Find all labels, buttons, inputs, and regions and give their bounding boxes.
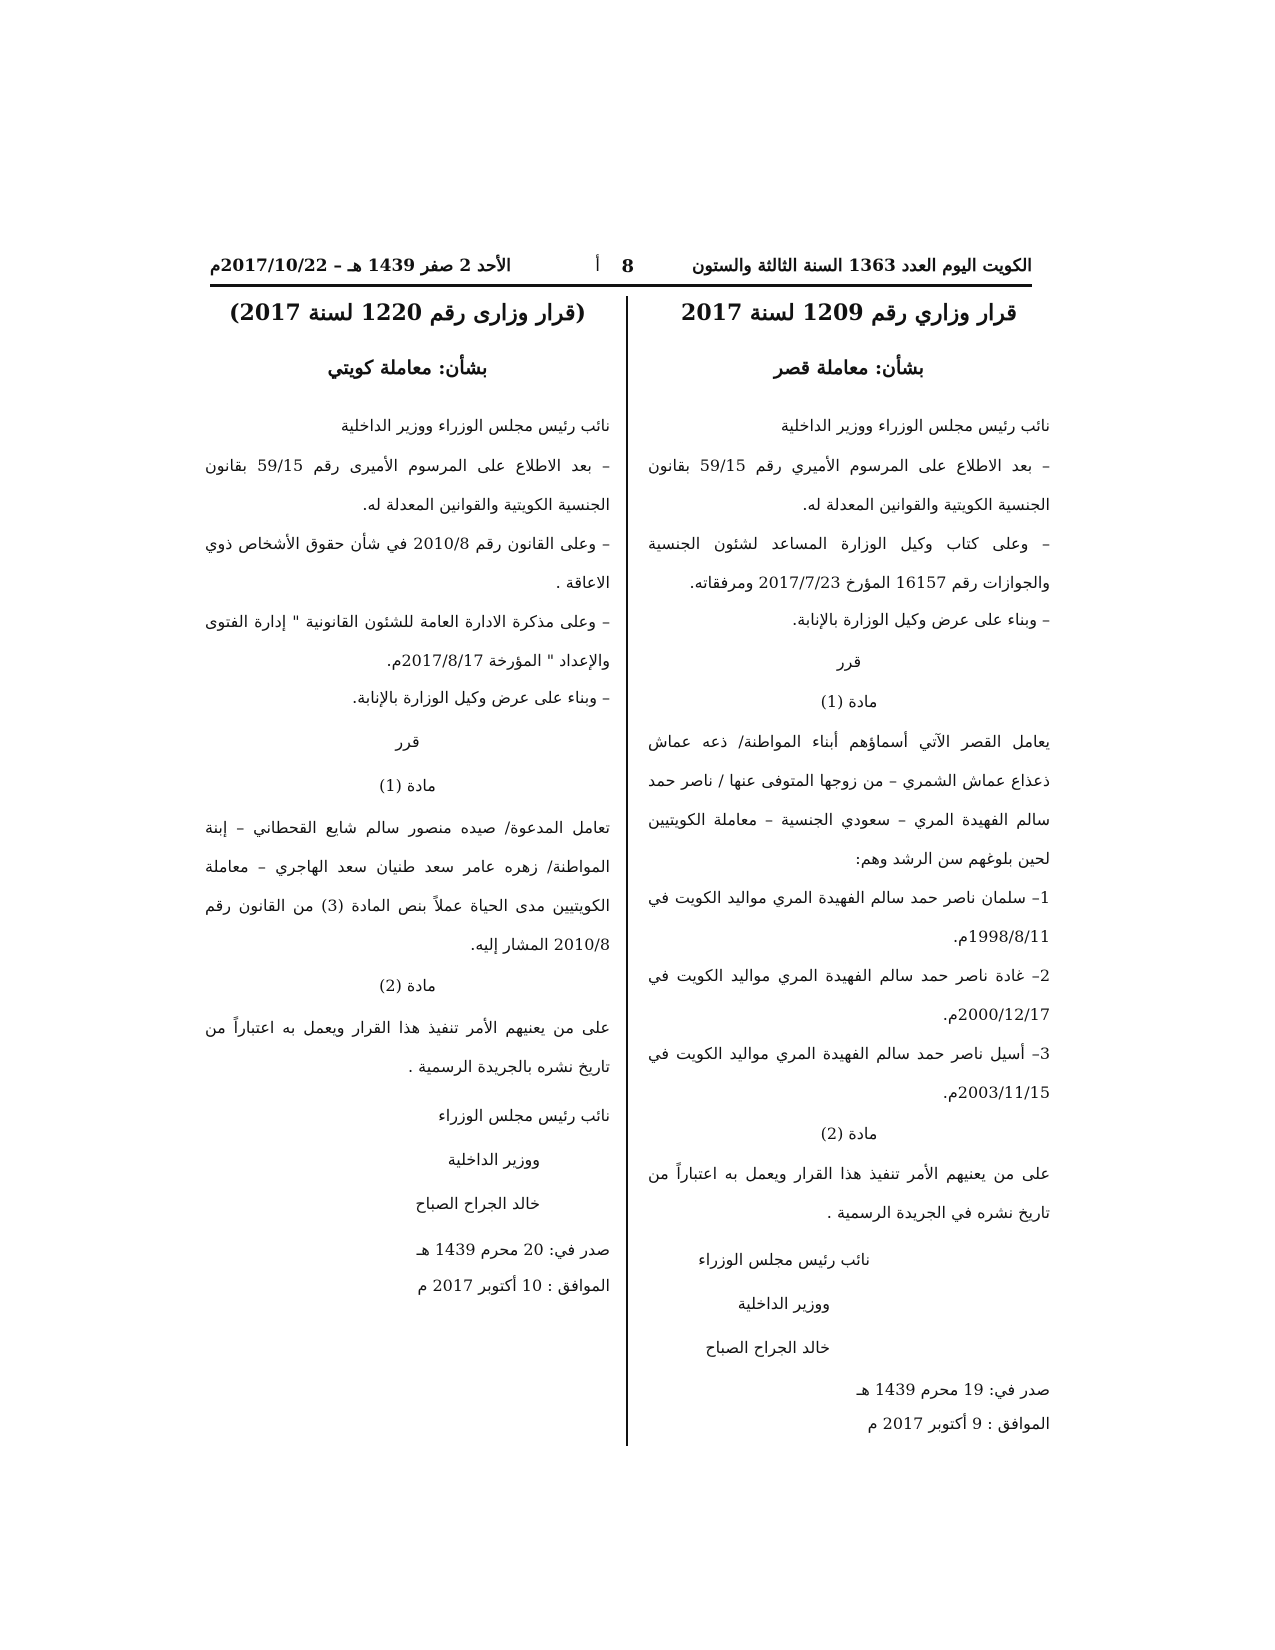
issue-date: صدر في: 19 محرم 1439 هـ <box>856 1380 1050 1399</box>
article-1-text: يعامل القصر الآتي أسماؤهم أبناء المواطنة/ ذعه عماش ذعذاع عماش الشمري – من زوجها المتوفى عنها / ناصر حمد سالم الفهيدة المري – سعودي الجنسية – معاملة الكويتيين لحين بلوغهم سن الرشد وهم: <box>648 732 1050 868</box>
article-1-label: مادة (1) <box>820 692 878 711</box>
recital: – وعلى كتاب وكيل الوزارة المساعد لشئون الجنسية والجوازات رقم 16157 المؤرخ 2017/7/23 ومرفقاته. <box>648 534 1050 592</box>
article-2-label: مادة (2) <box>820 1124 878 1143</box>
article-2-text: على من يعنيهم الأمر تنفيذ هذا القرار ويعمل به اعتباراً من تاريخ نشره في الجريدة الرسمية . <box>648 1164 1050 1222</box>
signature-block <box>205 1102 610 1218</box>
decree-1209-column <box>648 298 1050 1438</box>
decree-subject: بشأن: معاملة قصر <box>773 357 925 379</box>
signature-line: نائب رئيس مجلس الوزراء <box>698 1250 870 1269</box>
header-page-number: 8 <box>621 256 634 277</box>
recital: – بعد الاطلاع على المرسوم الأميري رقم 59/15 بقانون الجنسية الكويتية والقوانين المعدلة له. <box>648 456 1050 514</box>
column-divider <box>626 296 628 1446</box>
recital: – وبناء على عرض وكيل الوزارة بالإنابة. <box>352 688 610 707</box>
article-2-label: مادة (2) <box>379 976 436 995</box>
minor-entry: 3– أسيل ناصر حمد سالم الفهيدة المري مواليد الكويت في 2003/11/15م. <box>648 1044 1050 1102</box>
decree-authority: نائب رئيس مجلس الوزراء ووزير الداخلية <box>340 416 610 435</box>
decree-1220-column <box>205 298 610 1300</box>
decree-authority: نائب رئيس مجلس الوزراء ووزير الداخلية <box>780 416 1050 435</box>
recital: – بعد الاطلاع على المرسوم الأميرى رقم 59/15 بقانون الجنسية الكويتية والقوانين المعدلة له. <box>205 456 610 514</box>
issue-date: صدر في: 20 محرم 1439 هـ <box>416 1240 610 1259</box>
signature-line: ووزير الداخلية <box>737 1294 830 1313</box>
signature-name: خالد الجراح الصباح <box>415 1194 540 1213</box>
decree-title: (قرار وزارى رقم 1220 لسنة 2017) <box>229 300 586 326</box>
recital: – وبناء على عرض وكيل الوزارة بالإنابة. <box>792 610 1050 629</box>
issue-date-block <box>410 1236 610 1300</box>
signature-name: خالد الجراح الصباح <box>705 1338 830 1357</box>
article-2-text: على من يعنيهم الأمر تنفيذ هذا القرار ويعمل به اعتباراً من تاريخ نشره بالجريدة الرسمية . <box>205 1018 610 1076</box>
article-1-text: تعامل المدعوة/ صيده منصور سالم شايع القحطاني – إبنة المواطنة/ زهره عامر سعد طنيان سعد الهاجري – معاملة الكويتيين مدى الحياة عملاً بنص المادة (3) من القانون رقم 2010/8 المشار إليه. <box>205 818 610 954</box>
signature-block <box>650 1246 870 1362</box>
article-1-label: مادة (1) <box>379 776 436 795</box>
corresponding-date: الموافق : 10 أكتوبر 2017 م <box>417 1276 610 1295</box>
header-rule <box>210 284 1032 287</box>
decree-title: قرار وزاري رقم 1209 لسنة 2017 <box>681 300 1017 326</box>
recital: – وعلى القانون رقم 2010/8 في شأن حقوق الأشخاص ذوي الاعاقة . <box>205 534 610 592</box>
signature-line: نائب رئيس مجلس الوزراء <box>438 1106 610 1125</box>
minor-entry: 1– سلمان ناصر حمد سالم الفهيدة المري مواليد الكويت في 1998/8/11م. <box>648 888 1050 946</box>
header-date: الأحد 2 صفر 1439 هـ – 2017/10/22م <box>210 256 511 276</box>
decided-label: قرر <box>395 732 420 751</box>
decree-subject: بشأن: معاملة كويتي <box>327 357 488 379</box>
decided-label: قرر <box>836 652 862 671</box>
minor-entry: 2– غادة ناصر حمد سالم الفهيدة المري مواليد الكويت في 2000/12/17م. <box>648 966 1050 1024</box>
recital: – وعلى مذكرة الادارة العامة للشئون القانونية " إدارة الفتوى والإعداد " المؤرخة 2017/8/17م. <box>205 612 610 670</box>
header-section: أ <box>595 256 600 276</box>
header-publication: الكويت اليوم العدد 1363 السنة الثالثة والستون <box>692 256 1032 276</box>
issue-date-block <box>790 1376 1050 1438</box>
page-header <box>210 256 1032 282</box>
signature-line: ووزير الداخلية <box>447 1150 540 1169</box>
corresponding-date: الموافق : 9 أكتوبر 2017 م <box>867 1414 1050 1433</box>
